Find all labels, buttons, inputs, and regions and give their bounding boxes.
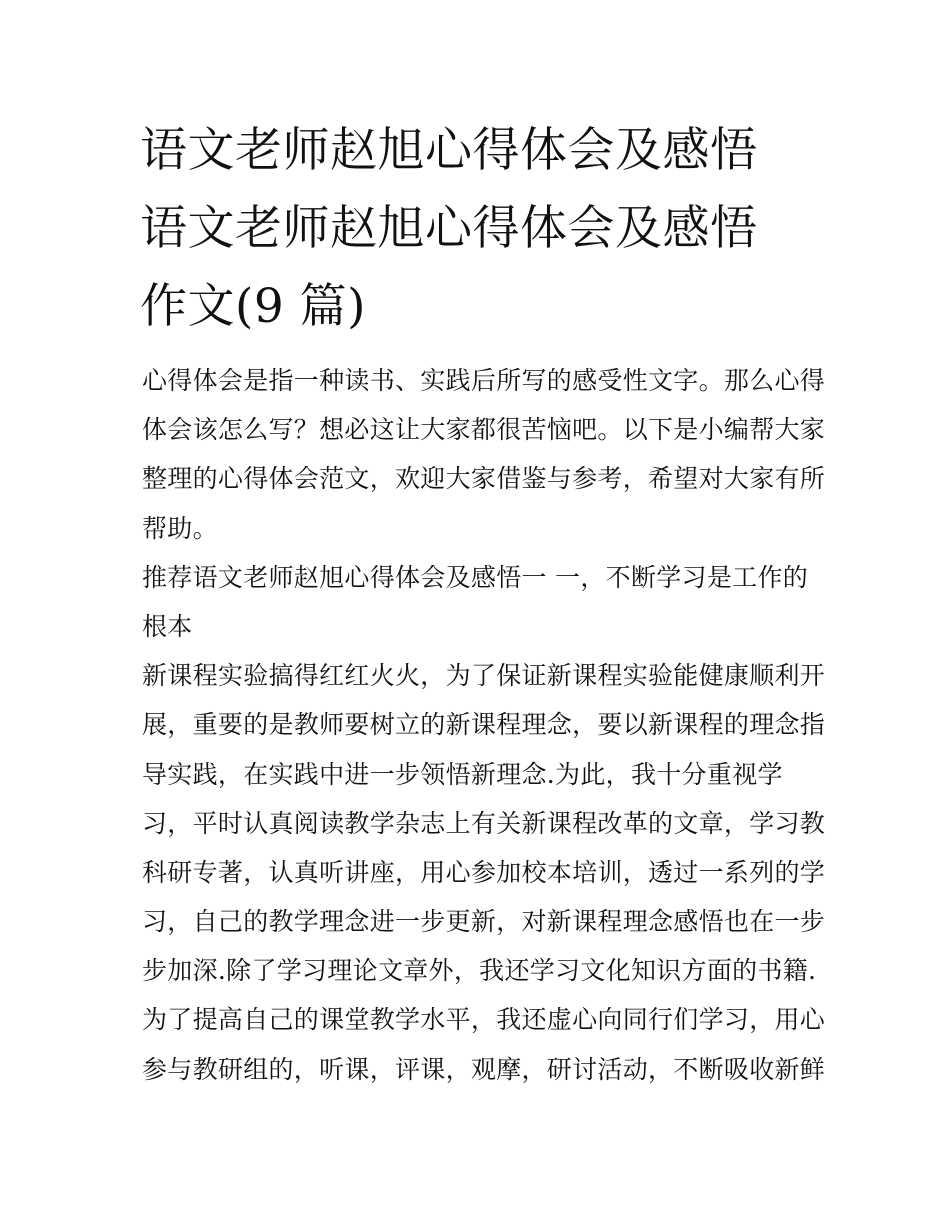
body-line-10: 习，平时认真阅读教学杂志上有关新课程改革的文章，学习教 [142,808,826,838]
body-line-13: 步加深.除了学习理论文章外，我还学习文化知识方面的书籍. [142,956,817,986]
body-line-4: 帮助。 [142,513,218,543]
body-line-1: 心得体会是指一种读书、实践后所写的感受性文字。那么心得 [142,366,826,395]
body-line-11: 科研专著，认真听讲座，用心参加校本培训，透过一系列的学 [142,857,826,887]
section-heading-line-1: 推荐语文老师赵旭心得体会及感悟一 一，不断学习是工作的 [142,562,809,592]
title-line-2: 语文老师赵旭心得体会及感悟 [140,201,758,256]
body-line-8: 展，重要的是教师要树立的新课程理念，要以新课程的理念指 [142,710,826,740]
body-line-2: 体会该怎么写？想必这让大家都很苦恼吧。以下是小编帮大家 [142,415,826,445]
section-heading-line-2: 根本 [142,611,193,641]
body-line-15: 参与教研组的，听课，评课，观摩，研讨活动，不断吸收新鲜 [142,1054,826,1084]
title-line-3: 作文(9 篇) [140,279,367,334]
title-line-1: 语文老师赵旭心得体会及感悟 [140,123,758,178]
body-line-9: 导实践，在实践中进一步领悟新理念.为此，我十分重视学 [142,759,783,789]
body-line-3: 整理的心得体会范文，欢迎大家借鉴与参考，希望对大家有所 [142,464,826,494]
body-line-12: 习，自己的教学理念进一步更新，对新课程理念感悟也在一步 [142,907,826,937]
document-body [142,356,826,1094]
document-title [140,112,840,346]
body-line-14: 为了提高自己的课堂教学水平，我还虚心向同行们学习，用心 [142,1005,826,1035]
body-line-7: 新课程实验搞得红红火火，为了保证新课程实验能健康顺利开 [142,661,826,691]
